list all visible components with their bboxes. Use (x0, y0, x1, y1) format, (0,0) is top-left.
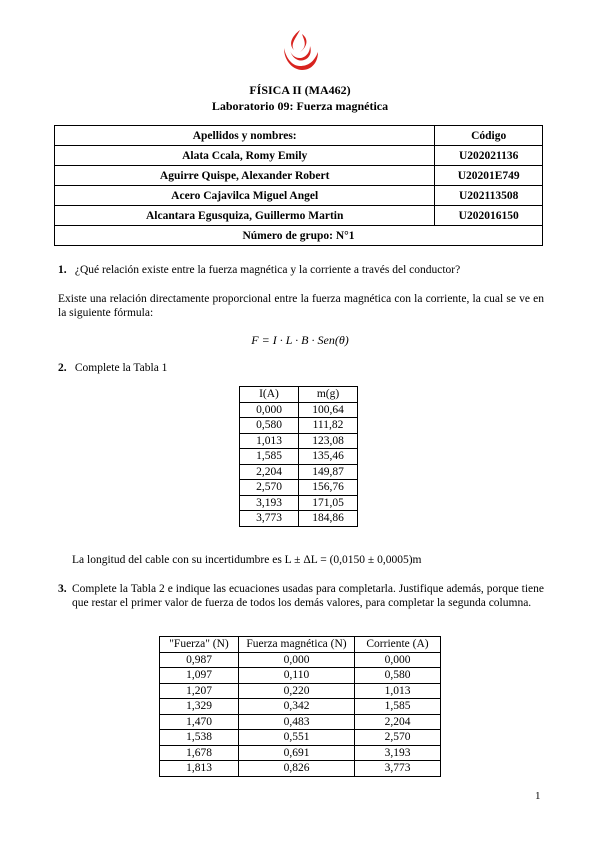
table-row (160, 730, 441, 746)
force-formula: F = I · L · B · Sen(θ) (251, 333, 349, 347)
question-number: 2. (58, 362, 67, 374)
cell: 3,773 (355, 761, 441, 777)
table-row (160, 683, 441, 699)
table-row (160, 699, 441, 715)
cell: 1,470 (160, 714, 239, 730)
team-table-header (55, 126, 543, 146)
answer-1: Existe una relación directamente proporcional entre la fuerza magnética con la corriente, la cual se ve en la siguiente fórmula: (58, 293, 544, 319)
member-code: U202016150 (435, 206, 543, 226)
member-name: Acero Cajavilca Miguel Angel (55, 186, 435, 206)
table-row (160, 714, 441, 730)
group-row (55, 226, 543, 246)
member-code: U20201E749 (435, 166, 543, 186)
table-row (240, 511, 358, 527)
team-table (54, 125, 543, 246)
table-header-row (160, 637, 441, 653)
lab-title: Laboratorio 09: Fuerza magnética (211, 99, 389, 113)
cell: 2,204 (355, 714, 441, 730)
page-number: 1 (535, 790, 541, 802)
col-names-header: Apellidos y nombres: (55, 126, 435, 146)
header-cell: Corriente (A) (355, 637, 441, 653)
member-code: U202113508 (435, 186, 543, 206)
table-row (240, 495, 358, 511)
cell: 156,76 (299, 480, 358, 496)
cell: 3,193 (240, 495, 299, 511)
cell: 0,342 (239, 699, 355, 715)
cell: 2,570 (240, 480, 299, 496)
table-row (240, 433, 358, 449)
member-name: Alata Ccala, Romy Emily (55, 146, 435, 166)
cell: 3,773 (240, 511, 299, 527)
member-name: Alcantara Egusquiza, Guillermo Martin (55, 206, 435, 226)
cell: 184,86 (299, 511, 358, 527)
member-code: U202021136 (435, 146, 543, 166)
table-2 (159, 636, 441, 777)
cell: 100,64 (299, 402, 358, 418)
cell: 1,013 (355, 683, 441, 699)
cell: 0,551 (239, 730, 355, 746)
cell: 0,987 (160, 652, 239, 668)
table-row (160, 761, 441, 777)
header-cell: "Fuerza" (N) (160, 637, 239, 653)
team-row (55, 166, 543, 186)
table-row (240, 402, 358, 418)
cell: 0,220 (239, 683, 355, 699)
table-row (160, 668, 441, 684)
table-row (240, 464, 358, 480)
member-name: Aguirre Quispe, Alexander Robert (55, 166, 435, 186)
question-number: 1. (58, 264, 67, 276)
cell: 1,585 (355, 699, 441, 715)
cell: 0,580 (355, 668, 441, 684)
table-row (160, 745, 441, 761)
cell: 0,483 (239, 714, 355, 730)
cell: 111,82 (299, 418, 358, 434)
cell: 149,87 (299, 464, 358, 480)
question-text: Complete la Tabla 1 (74, 362, 168, 374)
cell: 3,193 (355, 745, 441, 761)
header-cell: m(g) (299, 387, 358, 403)
cell: 1,207 (160, 683, 239, 699)
cell: 1,329 (160, 699, 239, 715)
cell: 1,097 (160, 668, 239, 684)
cell: 1,813 (160, 761, 239, 777)
question-text: ¿Qué relación existe entre la fuerza magnética y la corriente a través del conductor? (74, 264, 461, 276)
cell: 1,678 (160, 745, 239, 761)
table-1 (239, 386, 358, 527)
table-row (240, 418, 358, 434)
cell: 0,110 (239, 668, 355, 684)
question-text: Complete la Tabla 2 e indique las ecuaciones usadas para completarla. Justifique además, porque tiene que restar el primer valor de fuerza de todos los demás valores, para completar la segunda columna. (72, 583, 544, 609)
table-row (160, 652, 441, 668)
question-2 (58, 361, 167, 375)
cell: 135,46 (299, 449, 358, 465)
university-logo-icon (278, 26, 322, 74)
col-code-header: Código (435, 126, 543, 146)
cell: 0,000 (240, 402, 299, 418)
question-number: 3. (58, 583, 67, 595)
group-number: Número de grupo: N°1 (55, 226, 543, 246)
cell: 1,538 (160, 730, 239, 746)
team-row (55, 186, 543, 206)
cell: 171,05 (299, 495, 358, 511)
question-3 (58, 582, 544, 610)
cell: 0,580 (240, 418, 299, 434)
cable-length-text: La longitud del cable con su incertidumbre es L ± ΔL = (0,0150 ± 0,0005)m (72, 554, 422, 566)
cell: 2,204 (240, 464, 299, 480)
cell: 123,08 (299, 433, 358, 449)
header-cell: I(A) (240, 387, 299, 403)
cell: 0,691 (239, 745, 355, 761)
cell: 1,585 (240, 449, 299, 465)
cell: 2,570 (355, 730, 441, 746)
cell: 0,000 (239, 652, 355, 668)
team-row (55, 146, 543, 166)
course-title: FÍSICA II (MA462) (249, 83, 351, 97)
question-1 (58, 263, 460, 277)
cell: 0,826 (239, 761, 355, 777)
cell: 0,000 (355, 652, 441, 668)
table-header-row (240, 387, 358, 403)
table-row (240, 449, 358, 465)
team-row (55, 206, 543, 226)
header-cell: Fuerza magnética (N) (239, 637, 355, 653)
cell: 1,013 (240, 433, 299, 449)
table-row (240, 480, 358, 496)
